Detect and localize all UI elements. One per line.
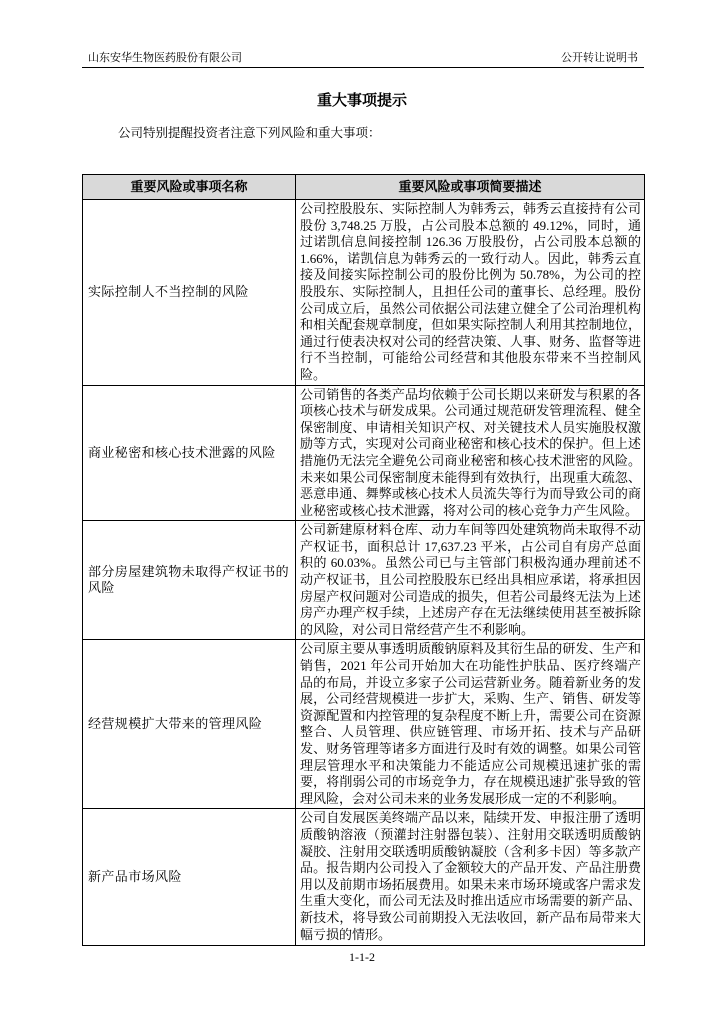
risk-description: 公司销售的各类产品均依赖于公司长期以来研发与积累的各项核心技术与研发成果。公司通过规范研发管理流程、健全保密制度、申请相关知识产权、对关键技术人员实施股权激励等方式，实现对公司商业秘密和核心技术的保护。但上述措施仍无法完全避免公司商业秘密和核心技术泄密的风险。未来如果公司保密制度未能得到有效执行，出现重大疏忽、恶意串通、舞弊或核心技术人员流失等行为而导致公司的商业秘密或核心技术泄露，将对公司的核心竞争力产生风险。 [296, 385, 645, 521]
page-number: 1-1-2 [349, 950, 375, 964]
page-title: 重大事项提示 [316, 93, 407, 109]
column-header-description: 重要风险或事项简要描述 [296, 175, 645, 200]
risk-name: 商业秘密和核心技术泄露的风险 [83, 385, 296, 521]
risk-description: 公司新建原材料仓库、动力车间等四处建筑物尚未取得不动产权证书，面积总计 17,637.23 平米，占公司自有房产总面积的 60.03%。虽然公司已与主管部门积极沟通办理前述不动产权证书，且公司控股股东已经出具相应承诺，将承担因房屋产权问题对公司造成的损失，但若公司最终无法为上述房产办理产权手续，上述房产存在无法继续使用甚至被拆除的风险，对公司日常经营产生不利影响。 [296, 521, 645, 640]
risk-description: 公司控股股东、实际控制人为韩秀云，韩秀云直接持有公司股份 3,748.25 万股，占公司股本总额的 49.12%，同时，通过诺凯信息间接控制 126.36 万股股份，占公司股本总额的 1.66%，诺凯信息为韩秀云的一致行动人。因此，韩秀云直接及间接实际控制公司的股份比例为 50.78%，为公司的控股股东、实际控制人，且担任公司的董事长、总经理。股份公司成立后，虽然公司依据公司法建立健全了公司治理机构和相关配套规章制度，但如果实际控制人利用其控制地位，通过行使表决权对公司的经营决策、人事、财务、监督等进行不当控制，可能给公司经营和其他股东带来不当控制风险。 [296, 200, 645, 386]
header-divider [82, 67, 644, 68]
table-row [83, 385, 645, 521]
risk-table [82, 174, 645, 946]
table-row [83, 200, 645, 386]
header-company-name: 山东安华生物医药股份有限公司 [88, 52, 242, 64]
risk-description: 公司原主要从事透明质酸钠原料及其衍生品的研发、生产和销售，2021 年公司开始加大在功能性护肤品、医疗终端产品的布局，并设立多家子公司运营新业务。随着新业务的发展，公司经营规模进一步扩大，采购、生产、销售、研发等资源配置和内控管理的复杂程度不断上升，需要公司在资源整合、人员管理、供应链管理、市场开拓、技术与产品研发、财务管理等诸多方面进行及时有效的调整。如果公司管理层管理水平和决策能力不能适应公司规模迅速扩张的需要，将削弱公司的市场竞争力，存在规模迅速扩张导致的管理风险，会对公司未来的业务发展形成一定的不利影响。 [296, 640, 645, 809]
risk-description: 公司自发展医美终端产品以来，陆续开发、申报注册了透明质酸钠溶液（预灌封注射器包装）、注射用交联透明质酸钠凝胶、注射用交联透明质酸钠凝胶（含利多卡因）等多款产品。报告期内公司投入了金额较大的产品开发、产品注册费用以及前期市场拓展费用。如果未来市场环境或客户需求发生重大变化，而公司无法及时推出适应市场需要的新产品、新技术，将导致公司前期投入无法收回，新产品布局带来大幅亏损的情形。 [296, 809, 645, 946]
table-row [83, 809, 645, 946]
table-row [83, 521, 645, 640]
risk-name: 实际控制人不当控制的风险 [83, 200, 296, 386]
header-document-title: 公开转让说明书 [561, 52, 638, 64]
risk-name: 部分房屋建筑物未取得产权证书的风险 [83, 521, 296, 640]
intro-paragraph: 公司特别提醒投资者注意下列风险和重大事项： [118, 126, 381, 140]
table-header-row [83, 175, 645, 200]
risk-name: 新产品市场风险 [83, 809, 296, 946]
table-row [83, 640, 645, 809]
risk-name: 经营规模扩大带来的管理风险 [83, 640, 296, 809]
column-header-name: 重要风险或事项名称 [83, 175, 296, 200]
